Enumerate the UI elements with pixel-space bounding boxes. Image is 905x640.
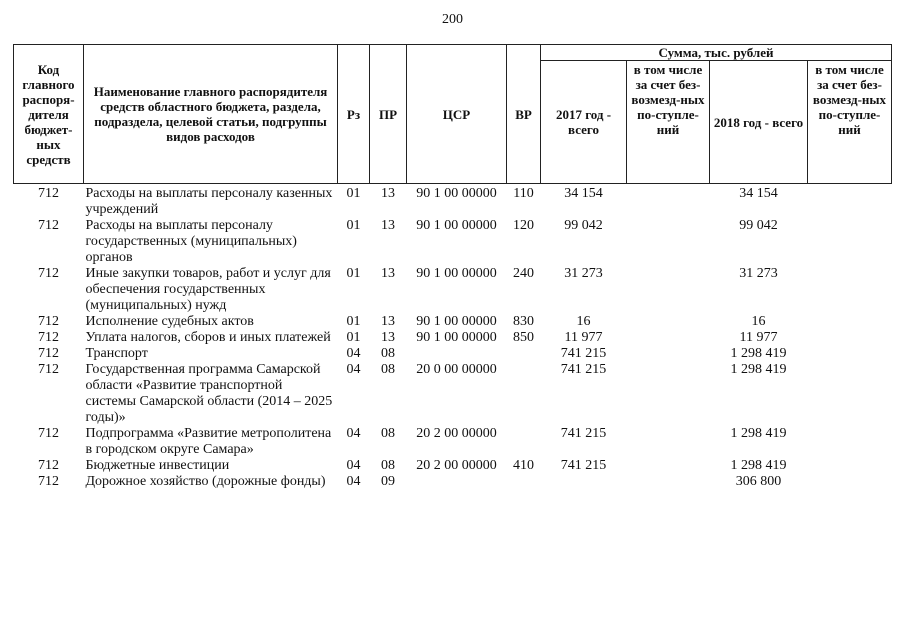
cell-grants-2017 (627, 346, 710, 362)
cell-code: 712 (38, 266, 59, 281)
cell-code: 712 (38, 346, 59, 361)
cell-name: Иные закупки товаров, работ и услуг для обеспечения государственных (муниципальных) нужд (85, 266, 331, 313)
cell-rz: 01 (346, 218, 361, 233)
cell-code: 712 (38, 458, 59, 473)
cell-sum-2018: 31 273 (739, 266, 778, 281)
table-row (14, 346, 892, 362)
cell-code: 712 (38, 186, 59, 201)
cell-grants-2017 (627, 426, 710, 458)
cell-sum-2017: 741 215 (560, 362, 607, 377)
cell-grants-2018 (808, 458, 892, 474)
budget-table (13, 44, 892, 490)
cell-code: 712 (38, 314, 59, 329)
cell-rz: 01 (346, 266, 361, 281)
cell-code: 712 (38, 426, 59, 441)
cell-vr: 120 (513, 218, 534, 233)
cell-sum-2017: 16 (576, 314, 591, 329)
cell-csr: 90 1 00 00000 (416, 186, 497, 201)
cell-sum-2017: 741 215 (560, 346, 607, 361)
cell-sum-2018: 1 298 419 (730, 426, 787, 441)
cell-rz: 04 (346, 346, 361, 361)
cell-grants-2017 (627, 184, 710, 219)
cell-vr (507, 346, 541, 362)
cell-name: Дорожное хозяйство (дорожные фонды) (85, 474, 326, 489)
cell-pr: 13 (381, 218, 395, 233)
cell-vr (507, 426, 541, 458)
table-row (14, 458, 892, 474)
cell-code: 712 (38, 362, 59, 377)
cell-name: Уплата налогов, сборов и иных платежей (85, 330, 331, 345)
cell-sum-2017 (541, 474, 627, 490)
cell-csr: 90 1 00 00000 (416, 266, 497, 281)
cell-sum-2018: 11 977 (739, 330, 778, 345)
cell-csr: 90 1 00 00000 (416, 314, 497, 329)
cell-csr: 90 1 00 00000 (416, 330, 497, 345)
cell-grants-2018 (808, 426, 892, 458)
cell-code: 712 (38, 218, 59, 233)
cell-grants-2017 (627, 362, 710, 426)
cell-rz: 01 (346, 330, 361, 345)
cell-code: 712 (38, 474, 59, 489)
cell-csr: 20 2 00 00000 (416, 426, 497, 441)
header-2018-total: 2018 год - всего (710, 61, 808, 184)
cell-rz: 04 (346, 458, 361, 473)
table-row (14, 184, 892, 219)
cell-csr (407, 346, 507, 362)
cell-pr: 13 (381, 330, 395, 345)
cell-csr: 20 2 00 00000 (416, 458, 497, 473)
cell-pr: 13 (381, 186, 395, 201)
cell-grants-2018 (808, 314, 892, 330)
cell-name: Бюджетные инвестиции (85, 458, 230, 473)
cell-vr: 240 (513, 266, 534, 281)
cell-vr: 830 (513, 314, 534, 329)
cell-name: Подпрограмма «Развитие метрополитена в городском округе Самара» (85, 426, 332, 457)
cell-code: 712 (38, 330, 59, 345)
cell-sum-2018: 16 (751, 314, 766, 329)
table-row (14, 266, 892, 314)
cell-sum-2017: 31 273 (564, 266, 603, 281)
cell-sum-2018: 1 298 419 (730, 458, 787, 473)
cell-grants-2018 (808, 346, 892, 362)
cell-csr: 20 0 00 00000 (416, 362, 497, 377)
cell-grants-2017 (627, 330, 710, 346)
cell-grants-2018 (808, 362, 892, 426)
cell-name: Государственная программа Самарской области «Развитие транспортной системы Самарской области (2014 – 2025 годы)» (85, 362, 333, 425)
cell-sum-2018: 306 800 (735, 474, 782, 489)
cell-rz: 04 (346, 362, 361, 377)
table-body (14, 184, 892, 491)
cell-sum-2017: 34 154 (564, 186, 603, 201)
cell-pr: 08 (381, 458, 395, 473)
cell-grants-2018 (808, 184, 892, 219)
cell-grants-2018 (808, 218, 892, 266)
table-row (14, 426, 892, 458)
cell-rz: 04 (346, 474, 361, 489)
table-header (14, 45, 892, 184)
table-row (14, 362, 892, 426)
cell-grants-2017 (627, 458, 710, 474)
header-vr: ВР (507, 45, 541, 184)
header-2017-grants: в том числе за счет без-возмезд-ных по-ступле-ний (627, 61, 710, 184)
cell-grants-2017 (627, 266, 710, 314)
cell-grants-2018 (808, 266, 892, 314)
header-rz: Рз (338, 45, 370, 184)
cell-rz: 04 (346, 426, 361, 441)
header-sum-group: Сумма, тыс. рублей (541, 45, 892, 61)
cell-grants-2018 (808, 474, 892, 490)
cell-sum-2017: 11 977 (564, 330, 603, 345)
cell-vr: 110 (513, 186, 534, 201)
table-row (14, 314, 892, 330)
cell-name: Исполнение судебных актов (85, 314, 254, 329)
cell-name: Транспорт (85, 346, 148, 361)
header-code: Код главного распоря-дителя бюджет-ных средств (14, 45, 84, 184)
cell-csr (407, 474, 507, 490)
cell-vr (507, 362, 541, 426)
cell-grants-2017 (627, 474, 710, 490)
cell-rz: 01 (346, 186, 361, 201)
cell-sum-2018: 1 298 419 (730, 346, 787, 361)
cell-sum-2017: 741 215 (560, 426, 607, 441)
cell-vr: 410 (513, 458, 534, 473)
header-pr: ПР (370, 45, 407, 184)
cell-sum-2018: 1 298 419 (730, 362, 787, 377)
cell-name: Расходы на выплаты персоналу государственных (муниципальных) органов (85, 218, 297, 265)
header-2018-grants: в том числе за счет без-возмезд-ных по-ступле-ний (808, 61, 892, 184)
cell-pr: 08 (381, 362, 395, 377)
cell-grants-2017 (627, 314, 710, 330)
cell-name: Расходы на выплаты персоналу казенных учреждений (85, 186, 333, 217)
cell-pr: 13 (381, 314, 395, 329)
cell-grants-2018 (808, 330, 892, 346)
header-csr: ЦСР (407, 45, 507, 184)
cell-vr (507, 474, 541, 490)
page-number: 200 (442, 12, 463, 27)
cell-sum-2017: 741 215 (560, 458, 607, 473)
cell-sum-2018: 34 154 (739, 186, 778, 201)
cell-vr: 850 (513, 330, 534, 345)
cell-pr: 13 (381, 266, 395, 281)
cell-csr: 90 1 00 00000 (416, 218, 497, 233)
cell-pr: 08 (381, 346, 395, 361)
cell-sum-2017: 99 042 (564, 218, 603, 233)
table-row (14, 474, 892, 490)
cell-rz: 01 (346, 314, 361, 329)
cell-pr: 09 (381, 474, 395, 489)
header-2017-total: 2017 год - всего (541, 61, 627, 184)
header-name: Наименование главного распорядителя средств областного бюджета, раздела, подраздела, целевой статьи, подгруппы видов расходов (84, 45, 338, 184)
cell-grants-2017 (627, 218, 710, 266)
table-row (14, 218, 892, 266)
table-row (14, 330, 892, 346)
cell-pr: 08 (381, 426, 395, 441)
cell-sum-2018: 99 042 (739, 218, 778, 233)
